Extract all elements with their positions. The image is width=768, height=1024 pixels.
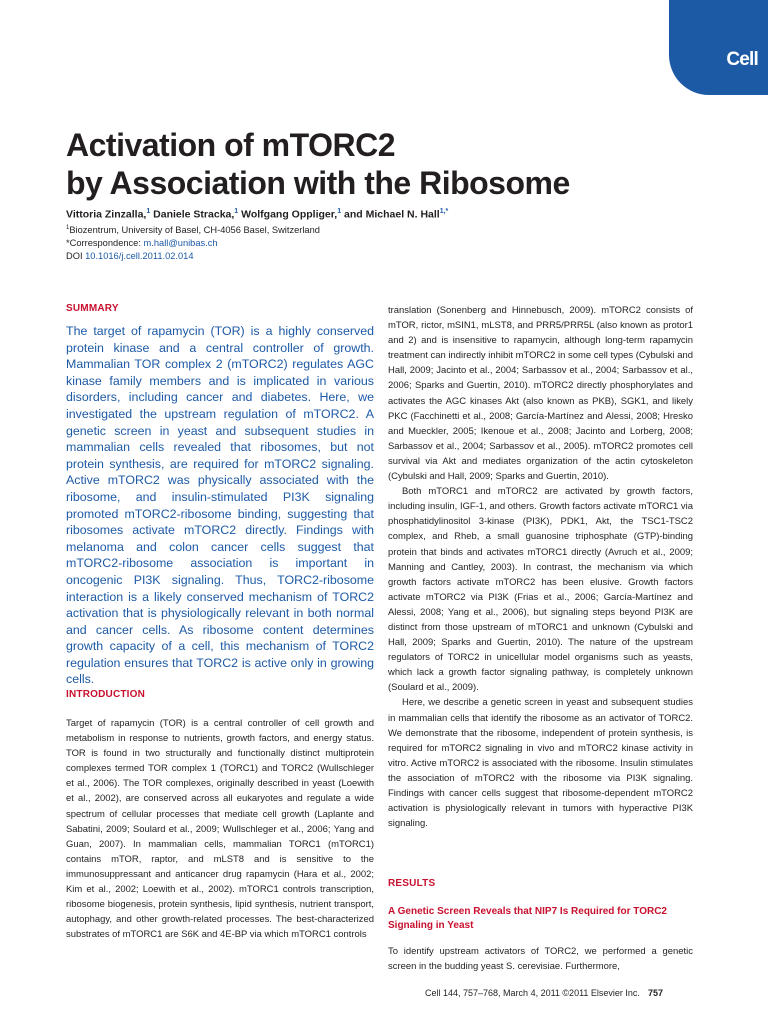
author-4: and Michael N. Hall [344, 208, 440, 221]
title-line-2: by Association with the Ribosome [66, 165, 570, 201]
footer-citation: Cell 144, 757–768, March 4, 2011 ©2011 Elsevier Inc. [425, 988, 640, 998]
doi-line [66, 251, 194, 261]
affiliation-number: 1 [66, 225, 70, 231]
article-title [66, 126, 666, 202]
page-footer [425, 988, 663, 998]
author-3: Wolfgang Oppliger, [241, 208, 338, 221]
subsection-heading: A Genetic Screen Reveals that NIP7 Is Required for TORC2 Signaling in Yeast [388, 906, 667, 931]
title-line-1: Activation of mTORC2 [66, 127, 395, 163]
affiliation-text: Biozentrum, University of Basel, CH-4056 Basel, Switzerland [69, 225, 320, 236]
journal-logo: Cell [726, 49, 758, 70]
affiliation-marker: 1 [234, 208, 239, 215]
doi-link[interactable]: 10.1016/j.cell.2011.02.014 [85, 251, 194, 261]
introduction-column [66, 716, 374, 942]
author-1: Vittoria Zinzalla, [66, 208, 147, 221]
summary-heading: SUMMARY [66, 303, 119, 314]
affiliation-marker: 1 [146, 208, 151, 215]
affiliation-marker: 1 [337, 208, 342, 215]
journal-tab [669, 0, 768, 95]
right-column [388, 303, 693, 831]
correspondence-line [66, 238, 218, 248]
affiliation-line [66, 225, 320, 235]
body-paragraph: Here, we describe a genetic screen in yeast and subsequent studies in mammalian cells that identify the ribosome as an activator of TORC2. We demonstrate that the ribosome, independent of protein synthesis, is required for mTORC2 signaling in vivo and mTORC2 kinase activity in vitro. Active mTORC2 is associated with the ribosome. Insulin stimulates the association of mTORC2 with the ribosome via PI3K signaling. Findings with cancer cells suggest that ribosome-dependent mTORC2 activation is physiologically relevant in tumors with hyperactive PI3K signaling. [388, 697, 693, 830]
author-list [66, 208, 448, 221]
summary-text: The target of rapamycin (TOR) is a highly conserved protein kinase and a central controller of growth. Mammalian TOR complex 2 (mTORC2) regulates AGC kinase family members and is implicated in various disorders, including cancer and diabetes. Here, we investigated the upstream regulation of mTORC2. A genetic screen in yeast and subsequent studies in mammalian cells revealed that ribosomes, but not protein synthesis, are required for mTORC2 signaling. Active mTORC2 was physically associated with the ribosome, and insulin-stimulated PI3K signaling promoted mTORC2-ribosome binding, suggesting that ribosomes activate mTORC2 directly. Findings with melanoma and colon cancer cells suggest that mTORC2-ribosome association is important in oncogenic PI3K signaling. Thus, TORC2-ribosome interaction is a likely conserved mechanism of TORC2 activation that is physiologically relevant in both normal and cancer cells. As ribosome content determines growth capacity of a cell, this mechanism of TORC2 regulation ensures that TORC2 is active only in growing cells. [66, 324, 374, 687]
body-paragraph: Both mTORC1 and mTORC2 are activated by growth factors, including insulin, IGF-1, and others. Growth factors activate mTORC1 via phosphatidylinositol 3-kinase (PI3K), PDK1, Akt, the TSC1-TSC2 complex, and Rheb, a small guanosine triphosphate (GTP)-binding protein that binds and activates mTORC1 directly (Avruch et al., 2009; Manning and Cantley, 2003). In contrast, the mechanism via which growth factors activate mTORC2 has been elusive. Growth factors activate mTORC2 via PI3K (Frias et al., 2006; García-Martínez and Alessi, 2008; Yang et al., 2006), but signaling steps beyond PI3K are distinct from those upstream of mTORC1 and unknown (Cybulski and Hall, 2009; Sparks and Guertin, 2010). The nature of the upstream regulators of TORC2 in unicellular model organisms such as yeasts, which lack a growth factor signaling pathway, is completely unknown (Soulard et al., 2009). [388, 486, 693, 694]
results-heading: RESULTS [388, 878, 436, 889]
author-2: Daniele Stracka, [153, 208, 235, 221]
page-number: 757 [647, 988, 663, 998]
doi-label: DOI [66, 251, 86, 261]
correspondence-label: *Correspondence: [66, 238, 144, 248]
correspondence-email-link[interactable]: m.hall@unibas.ch [143, 238, 218, 248]
results-paragraph: To identify upstream activators of TORC2, we performed a genetic screen in the budding yeast S. cerevisiae. Furthermore, [388, 946, 693, 973]
introduction-heading: INTRODUCTION [66, 689, 146, 700]
affiliation-marker: 1,* [439, 208, 449, 215]
introduction-paragraph: Target of rapamycin (TOR) is a central controller of cell growth and metabolism in response to nutrients, growth factors, and energy status. TOR is found in two structurally and functionally distinct multiprotein complexes termed TOR complex 1 (TORC1) and TORC2 (Wullschleger et al., 2006). The TOR complexes, originally described in yeast (Loewith et al., 2002), are conserved across all eukaryotes and regulate a wide spectrum of cellular processes that mediate cell growth (Laplante and Sabatini, 2009; Soulard et al., 2009; Wullschleger et al., 2006; Yang and Guan, 2007). In mammalian cells, mammalian TORC1 (mTORC1) contains mTOR, raptor, and mLST8 and is sensitive to the immunosuppressant and anticancer drug rapamycin (Hara et al., 2002; Kim et al., 2002; Loewith et al., 2002). mTORC1 controls transcription, ribosome biogenesis, protein synthesis, lipid synthesis, nutrient transport, autophagy, and other growth-related processes. The best-characterized substrates of mTORC1 are S6K and 4E-BP via which mTORC1 controls [66, 718, 374, 941]
results-column [388, 944, 693, 974]
body-paragraph: translation (Sonenberg and Hinnebusch, 2009). mTORC2 consists of mTOR, rictor, mSIN1, mLST8, and PRR5/PRR5L (also known as protor1 and 2) and is insensitive to rapamycin, although long-term rapamycin treatment can indirectly inhibit mTORC2 in some cell types (Cybulski and Hall, 2009; Jacinto et al., 2004; Sarbassov et al., 2004; Sarbassov et al., 2006; Sparks and Guertin, 2010). mTORC2 directly phosphorylates and activates the AGC kinases Akt (also known as PKB), SGK1, and likely PKC (Facchinetti et al., 2008; García-Martínez and Alessi, 2008; Hresko and Mueckler, 2005; Ikenoue et al., 2008; Jacinto and Lorberg, 2008; Sarbassov et al., 2004; Sarbassov et al., 2005). mTORC2 promotes cell survival via Akt and mediates organization of the actin cytoskeleton (Cybulski and Hall, 2009; Sparks and Guertin, 2010). [388, 305, 693, 483]
